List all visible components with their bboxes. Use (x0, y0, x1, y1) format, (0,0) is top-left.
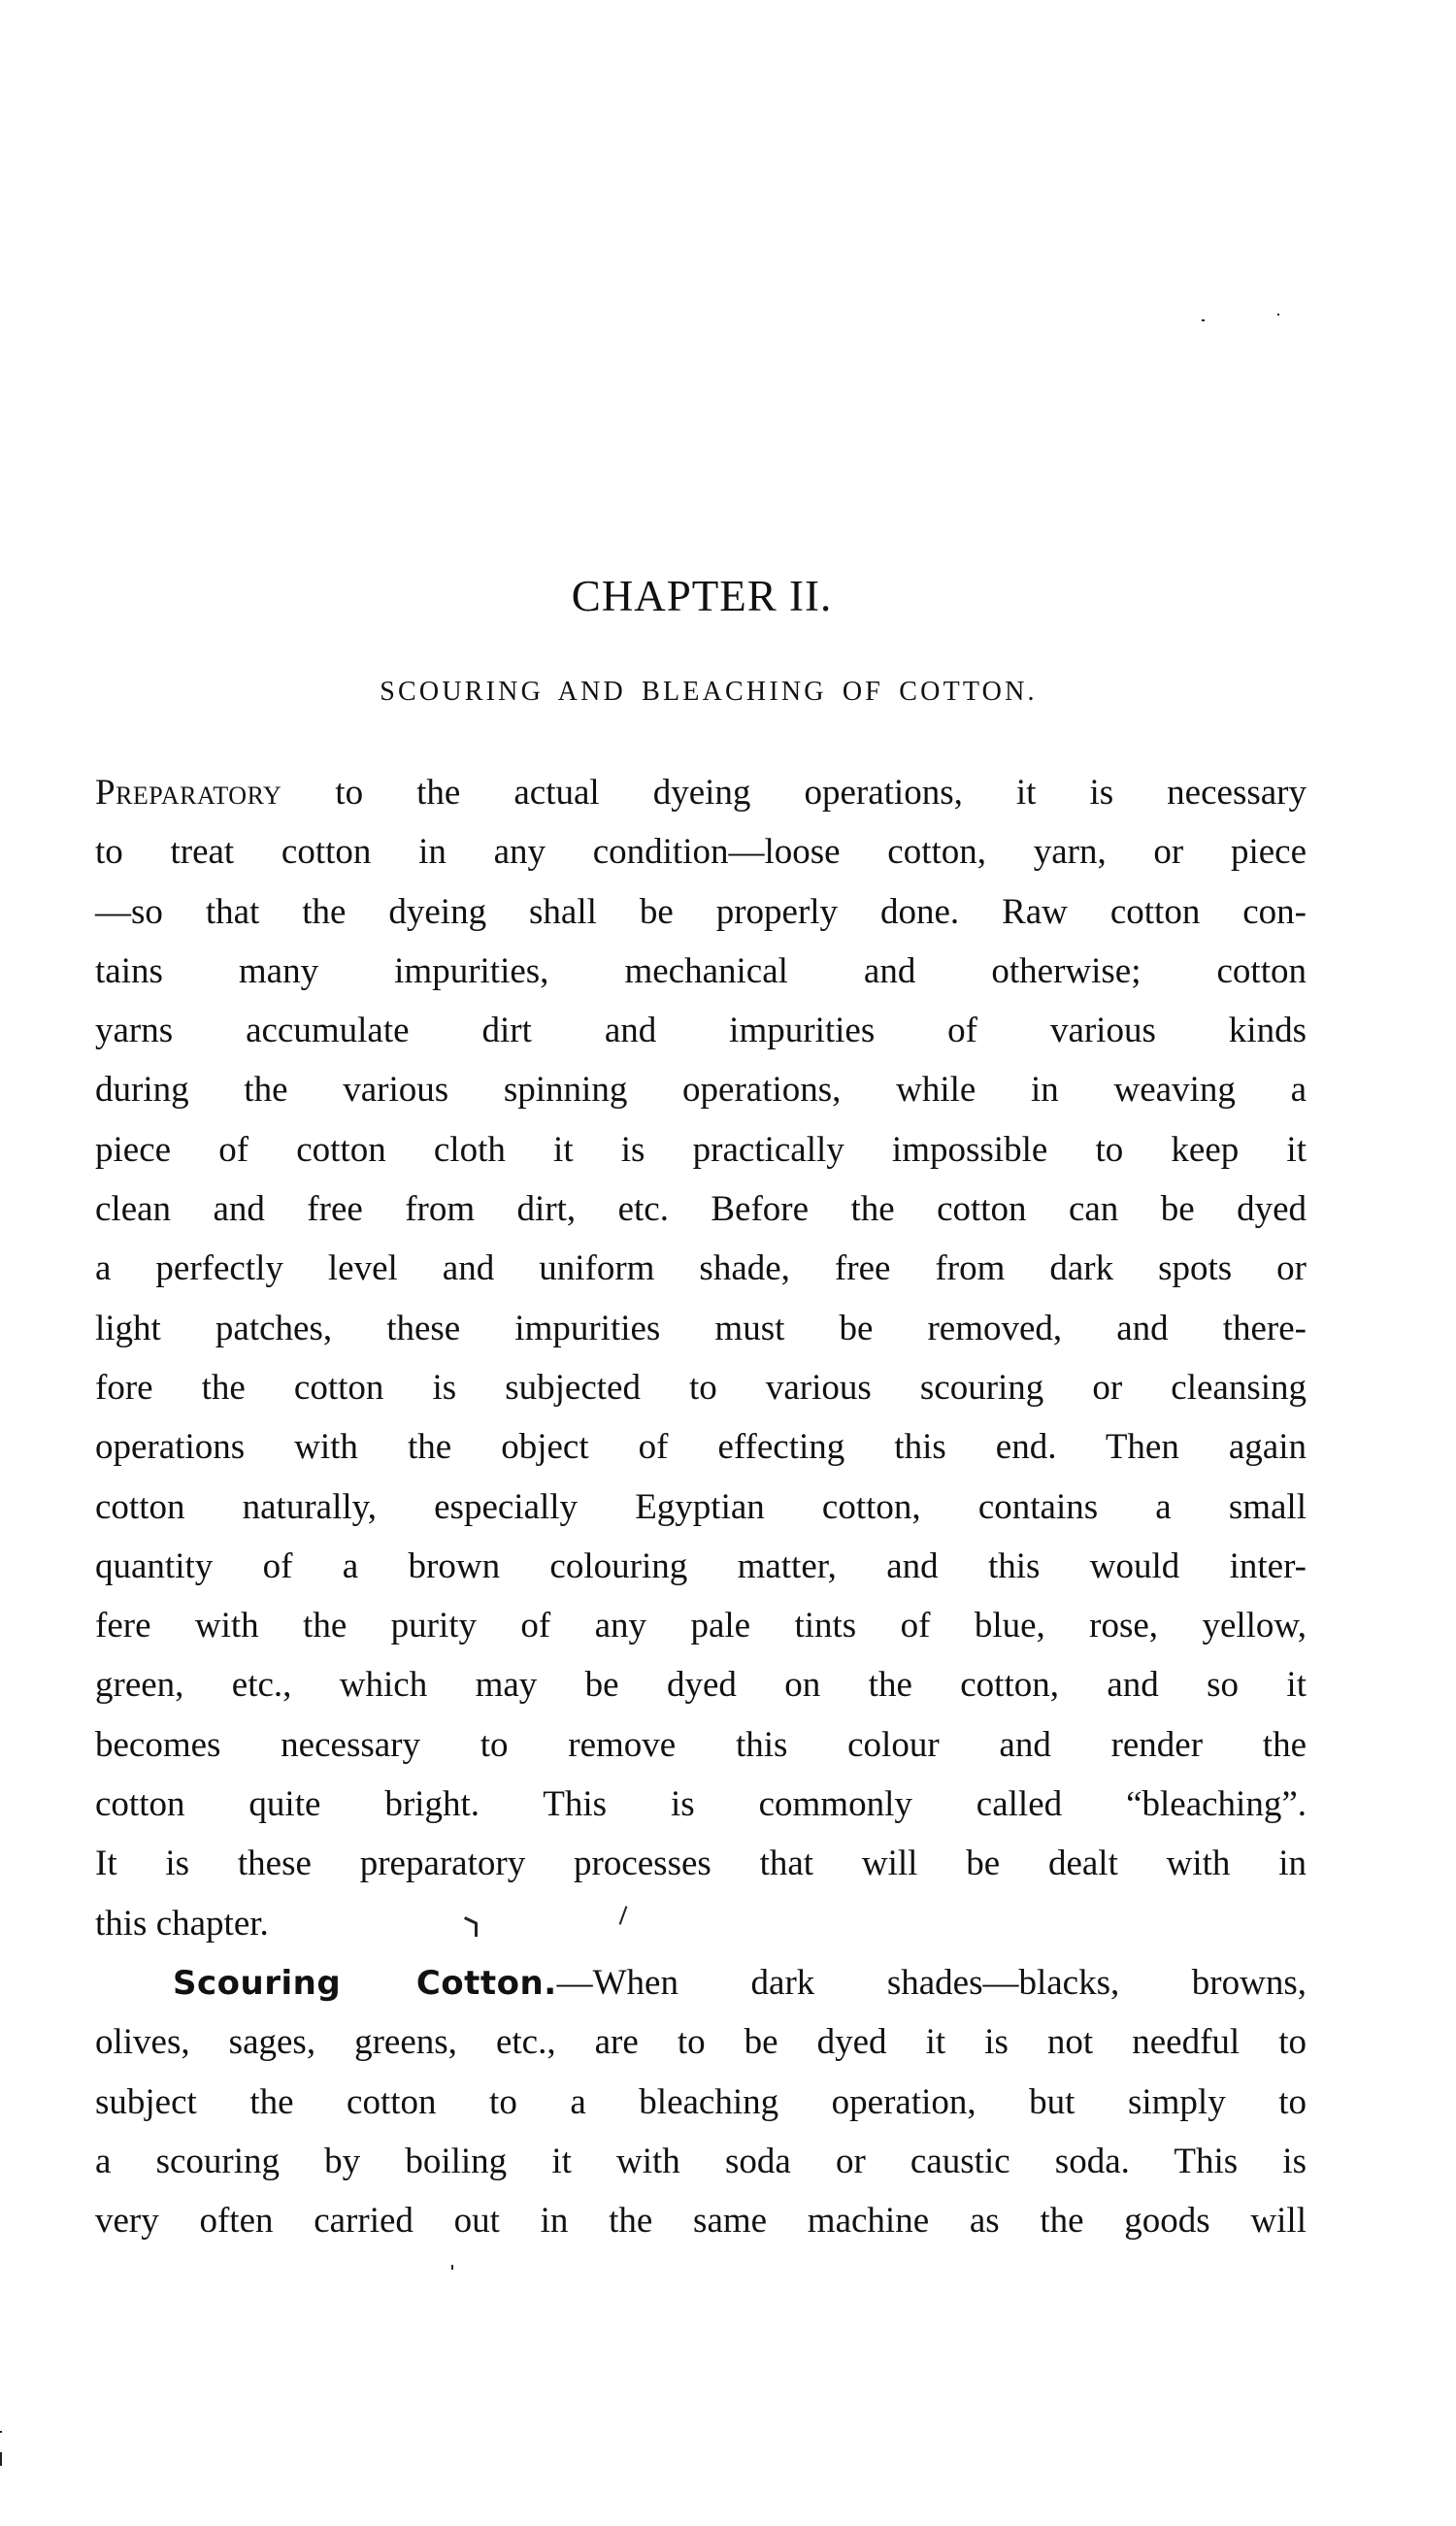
body-line: piece of cotton cloth it is practically impossible to keep it (95, 1129, 1307, 1170)
body-line (95, 763, 1307, 822)
line-text: to the actual dyeing operations, it is necessary (281, 773, 1307, 813)
chapter-subtitle: SCOURING AND BLEACHING OF COTTON. (380, 677, 1038, 707)
line-text: —When dark shades—blacks, browns, (556, 1962, 1307, 2003)
scan-speck (1277, 314, 1279, 316)
scan-speck (475, 1923, 478, 1937)
body-line: during the various spinning operations, while in weaving a (95, 1070, 1307, 1111)
body-line: subject the cotton to a bleaching operation, but simply to (95, 2081, 1307, 2122)
body-line: yarns accumulate dirt and impurities of various kinds (95, 1011, 1307, 1051)
scan-speck (0, 2452, 2, 2466)
section-heading-scouring-cotton: Scouring Cotton. (173, 1963, 557, 2003)
scan-speck (0, 2431, 2, 2433)
body-line: green, etc., which may be dyed on the cotton, and so it (95, 1665, 1307, 1706)
body-line: to treat cotton in any condition—loose cotton, yarn, or piece (95, 832, 1307, 873)
chapter-body (95, 763, 1307, 2250)
body-line: operations with the object of effecting this end. Then again (95, 1427, 1307, 1468)
body-line: fere with the purity of any pale tints of blue, rose, yellow, (95, 1606, 1307, 1646)
body-line: this chapter. (95, 1903, 269, 1944)
body-line: —so that the dyeing shall be properly done. Raw cotton con- (95, 891, 1307, 932)
body-line: It is these preparatory processes that will be dealt with in (95, 1844, 1307, 1884)
body-line: clean and free from dirt, etc. Before the cotton can be dyed (95, 1189, 1307, 1230)
body-line: olives, sages, greens, etc., are to be dyed it is not needful to (95, 2022, 1307, 2063)
body-line: a perfectly level and uniform shade, free from dark spots or (95, 1248, 1307, 1289)
body-line: cotton quite bright. This is commonly called “bleaching”. (95, 1784, 1307, 1825)
body-line: quantity of a brown colouring matter, and this would inter- (95, 1546, 1307, 1586)
scan-speck (451, 2265, 453, 2270)
lead-word-smallcaps: Preparatory (95, 773, 282, 813)
body-line (95, 1953, 1307, 2012)
body-line: cotton naturally, especially Egyptian cotton, contains a small (95, 1486, 1307, 1527)
body-line: becomes necessary to remove this colour and render the (95, 1724, 1307, 1765)
body-line: fore the cotton is subjected to various scouring or cleansing (95, 1367, 1307, 1408)
body-line: very often carried out in the same machine as the goods will (95, 2201, 1307, 2242)
body-line: a scouring by boiling it with soda or caustic soda. This is (95, 2141, 1307, 2181)
body-line: light patches, these impurities must be removed, and there- (95, 1308, 1307, 1348)
scan-speck (1202, 319, 1205, 321)
chapter-title: CHAPTER II. (571, 572, 833, 620)
body-line: tains many impurities, mechanical and otherwise; cotton (95, 950, 1307, 991)
